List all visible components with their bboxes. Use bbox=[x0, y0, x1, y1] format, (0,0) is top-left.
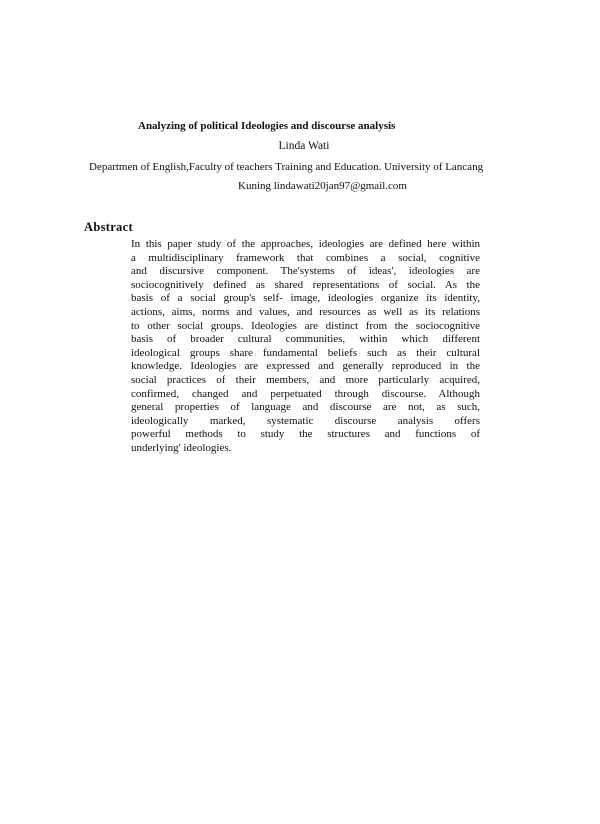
abstract-line: powerful methods to study the structures and functions of bbox=[131, 428, 480, 441]
paper-title: Analyzing of political Ideologies and discourse analysis bbox=[138, 120, 396, 132]
abstract-line: social practices of their members, and more particularly acquired, bbox=[131, 373, 480, 386]
abstract-body bbox=[131, 238, 480, 456]
abstract-line: ideologically marked, systematic discourse analysis offers bbox=[131, 414, 480, 427]
abstract-line: ideological groups share fundamental beliefs such as their cultural bbox=[131, 346, 480, 359]
author-affiliation: Departmen of English,Faculty of teachers Training and Education. University of Lancang bbox=[89, 161, 484, 173]
abstract-line: basis of a social group's self- image, ideologies organize its identity, bbox=[131, 292, 480, 305]
abstract-line: sociocognitively defined as shared representations of social. As the bbox=[131, 278, 480, 291]
abstract-heading: Abstract bbox=[84, 220, 133, 234]
abstract-line: confirmed, changed and perpetuated through discourse. Although bbox=[131, 387, 480, 400]
author-affiliation-email: Kuning lindawati20jan97@gmail.com bbox=[238, 180, 407, 192]
abstract-line: to other social groups. Ideologies are distinct from the sociocognitive bbox=[131, 319, 480, 332]
abstract-line: knowledge. Ideologies are expressed and generally reproduced in the bbox=[131, 360, 480, 373]
abstract-line: In this paper study of the approaches, ideologies are defined here within bbox=[131, 238, 480, 250]
abstract-line: basis of broader cultural communities, within which different bbox=[131, 333, 480, 346]
abstract-line: actions, aims, norms and values, and resources as well as its relations bbox=[131, 305, 480, 318]
abstract-line: a multidisciplinary framework that combines a social, cognitive bbox=[131, 251, 480, 264]
abstract-line: and discursive component. The'systems of ideas', ideologies are bbox=[131, 265, 480, 278]
author-name: Linda Wati bbox=[278, 140, 330, 152]
abstract-line: underlying' ideologies. bbox=[131, 441, 232, 454]
abstract-line: general properties of language and discourse are not, as such, bbox=[131, 401, 480, 414]
